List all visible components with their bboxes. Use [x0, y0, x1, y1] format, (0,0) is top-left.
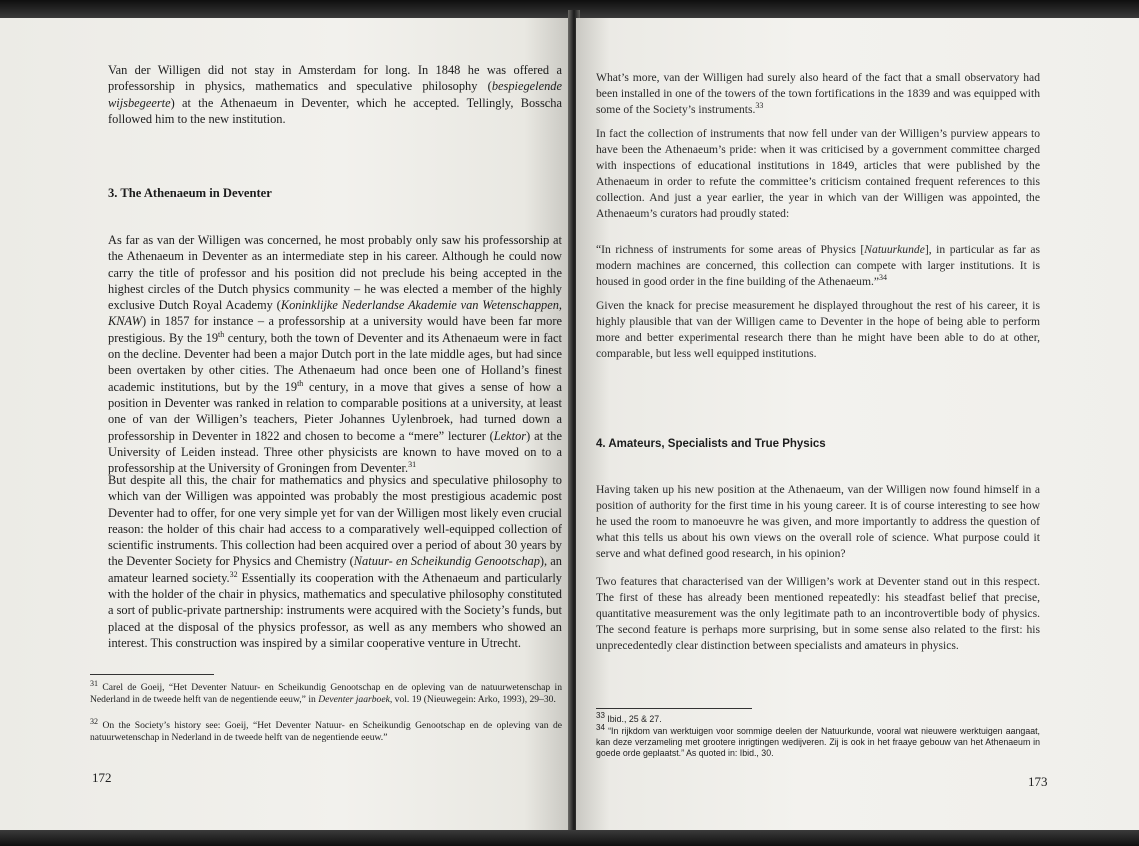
right-paragraph-5: Two features that characterised van der Willigen’s work at Deventer stand out in this respect. The first of these has already been mentioned repeatedly: his steadfast belief that precise, quantitative measurement was the only legitimate path to an incontrovertible body of physics. The second feature is perhaps more surprising, but in some sense also related to the first: his unprecedentedly clear distinction between specialists and amateurs in physics.	[596, 575, 1040, 652]
footnote-ref-32[interactable]: 32	[229, 569, 238, 579]
left-paragraph-2: As far as van der Willigen was concerned, he most probably only saw his professorship at the Athenaeum in Deventer as an intermediate step in his career. Although he could now carry the title of professor and his position did not preclude his being accepted in the highest circles of the Dutch physics community – he was elected a member of the highly exclusive Dutch Royal Academy (Koninklijke Nederlandse Akademie van Wetenschappen, KNAW) in 1857 for instance – a professorship at a university would have been far more prestigious. By the 19th century, both the town of Deventer and its Athenaeum were in fact on the decline. Deventer had been a major Dutch port in the late middle ages, but had since been overtaken by other cities. The Athenaeum had once been one of Holland’s finest academic institutions, but by the 19th century, in a move that gives a sense of how a position in Deventer was ranked in relation to comparable positions at a university, at least one of van der Willigen’s teachers, Pieter Johannes Uylenbroek, had turned down a professorship in Deventer in 1822 and chosen to become a “mere” lecturer (Lektor) at the University of Leiden instead. Three other physicists are known to have moved on to a professorship at the University of Groningen from Deventer.$^{31}$	[108, 233, 563, 476]
right-paragraph-1: What’s more, van der Willigen had surely also heard of the fact that a small observatory had been installed in one of the towers of the town fortifications in the 1839 and was equipped with some of the Society’s instruments.$^{33}$	[596, 71, 1040, 116]
footnote-34: $^{34}$ “In rijkdom van werktuigen voor sommige deelen der Natuurkunde, vooral wat nieuwere werktuigen aangaat, kan deze verzameling met grootere inrigtingen wedijveren. Zij is ook in het fraaye gebouw van het Athenaeum in goede orde geplaatst.” As quoted in: Ibid., 30.	[596, 723, 1040, 758]
section-heading-3: 3. The Athenaeum in Deventer	[108, 186, 272, 200]
scan-bottom-edge	[0, 830, 1139, 846]
footnote-ref-31[interactable]: 31	[408, 460, 417, 470]
left-paragraph-3: But despite all this, the chair for mathematics and physics and speculative philosophy to which van der Willigen was appointed was probably the most prestigious academic post Deventer had to offer, for one very simple yet for van der Willigen most likely even crucial reason: the holder of this chair had access to a comparatively well-equipped collection of scientific instruments. This collection had been acquired over a period of about 30 years by the Deventer Society for Physics and Chemistry (Natuur- en Scheikundig Genootschap), an amateur learned society.$^{32}$ Essentially its cooperation with the Athenaeum and particularly with the holder of the chair in physics, mathematics and speculative philosophy constituted a sort of public-private partnership: instruments were acquired with the Society’s funds, but placed at the disposal of the physics professor, as well as any members who showed an interest. This construction was inspired by a similar cooperative venture in Utrecht.	[108, 473, 562, 650]
footnote-ref-34[interactable]: 34	[879, 273, 888, 283]
section-heading-4: 4. Amateurs, Specialists and True Physics	[596, 438, 826, 450]
footnote-divider-right	[596, 708, 752, 709]
block-quote: “In richness of instruments for some areas of Physics [Natuurkunde], in particular as far as modern machines are concerned, this collection can compete with larger institutions. It is housed in good order in the fine building of the Athenaeum.”$^{34}$	[596, 243, 1040, 288]
left-page	[0, 18, 570, 830]
left-paragraph-1: Van der Willigen did not stay in Amsterdam for long. In 1848 he was offered a professorship in physics, mathematics and speculative philosophy (bespiegelende wijsbegeerte) at the Athenaeum in Deventer, which he accepted. Tellingly, Bosscha followed him to the new institution.	[108, 63, 562, 126]
footnote-divider	[90, 674, 214, 675]
footnote-32: $^{32}$ On the Society’s history see: Goeij, “Het Deventer Natuur- en Scheikundig Genootschap en de opleving van de natuurwetenschap in Nederland in de tweede helft van de negentiende eeuw.”	[90, 716, 562, 743]
page-number-left: 172	[92, 770, 112, 785]
page-number-right: 173	[1028, 774, 1048, 789]
right-paragraph-3: Given the knack for precise measurement he displayed throughout the rest of his career, it is highly plausible that van der Willigen came to Deventer in the hope of being able to perform more and better experimental research there than he might have been able to do at other, comparable, but less well equipped institutions.	[596, 299, 1040, 360]
right-page	[576, 18, 1139, 830]
right-paragraph-2: In fact the collection of instruments that now fell under van der Willigen’s purview appears to have been the Athenaeum’s pride: when it was criticised by a government committee charged with inspections of educational institutions in 1849, articles that were published by the Athenaeum in order to refute the committee’s criticism contained frequent references to this collection. And just a year earlier, the year in which van der Willigen was appointed, the Athenaeum’s curators had proudly stated:	[596, 127, 1040, 220]
right-paragraph-4: Having taken up his new position at the Athenaeum, van der Willigen now found himself in a position of authority for the first time in his young career. It is of course interesting to see how he used the room to manoeuvre he was given, and more importantly to address the question of what this tells us about his own views on the overall role of science. What purpose could it serve and what defined good research, in his opinion?	[596, 483, 1040, 560]
footnote-33: $^{33}$ Ibid., 25 & 27.	[596, 711, 662, 724]
footnote-31: $^{31}$ Carel de Goeij, “Het Deventer Natuur- en Scheikundig Genootschap en de opleving van de natuurwetenschap in Nederland in de tweede helft van de negentiende eeuw,” in Deventer jaarboek, vol. 19 (Nieuwegein: Arko, 1993), 29–30.	[90, 678, 562, 705]
footnote-ref-33[interactable]: 33	[755, 101, 764, 111]
